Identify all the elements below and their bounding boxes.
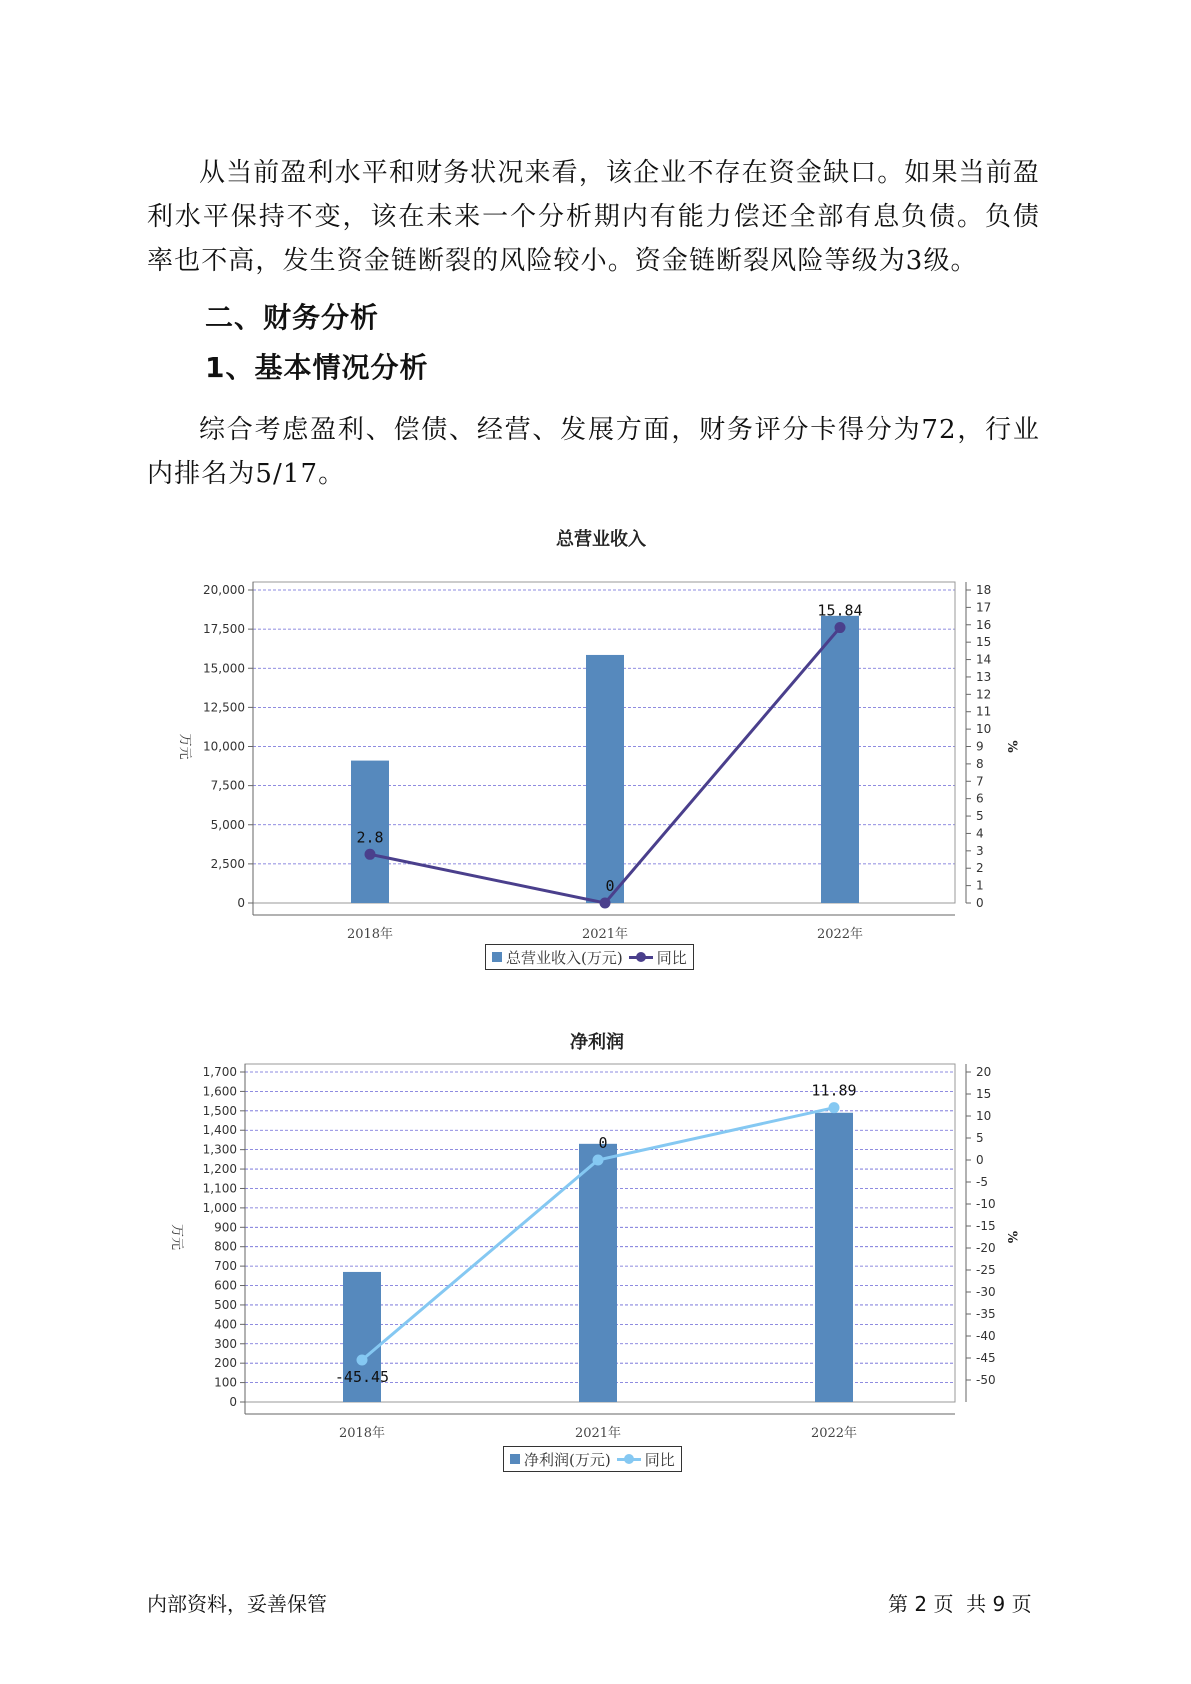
line-swatch-icon [629, 956, 653, 959]
data-label: -45.45 [334, 1367, 390, 1386]
data-label: 11.89 [811, 1081, 857, 1100]
data-label: 0 [605, 877, 615, 895]
y2-tick-label: 1 [976, 878, 984, 893]
yoy-point [600, 898, 611, 909]
y-tick-label: 800 [214, 1239, 237, 1254]
y-tick-label: 1,400 [202, 1123, 237, 1138]
y-tick-label: 700 [214, 1259, 237, 1274]
bar [815, 1113, 853, 1402]
y2-tick-label: -5 [976, 1175, 988, 1189]
y2-tick-label: -50 [976, 1373, 996, 1387]
y-tick-label: 1,200 [202, 1162, 237, 1177]
y-tick-label: 0 [237, 896, 245, 910]
y-tick-label: 1,300 [202, 1142, 237, 1157]
y2-tick-label: 0 [976, 896, 984, 910]
y2-tick-label: 16 [976, 617, 992, 632]
y2-tick-label: -35 [976, 1307, 996, 1321]
y2-tick-label: -10 [976, 1197, 996, 1211]
data-label: 15.84 [817, 601, 863, 620]
revenue-legend [485, 944, 694, 970]
y-tick-label: 1,500 [202, 1103, 237, 1118]
bar-swatch-icon [510, 1454, 520, 1464]
y-tick-label: 1,600 [202, 1084, 237, 1099]
data-label: 0 [598, 1134, 608, 1152]
x-tick-label: 2021年 [574, 1426, 622, 1441]
y2-tick-label: 0 [976, 1153, 984, 1167]
y2-tick-label: -40 [976, 1329, 996, 1343]
y-tick-label: 20,000 [203, 583, 245, 597]
net-profit-chart [0, 1025, 1191, 1485]
bar-swatch-icon [492, 952, 502, 962]
y2-tick-label: 20 [976, 1065, 992, 1079]
legend-bar-label: 净利润(万元) [524, 1450, 611, 1469]
data-label: 2.8 [356, 828, 384, 847]
chart-title: 净利润 [570, 1032, 624, 1053]
y2-tick-label: -25 [976, 1263, 996, 1277]
y2-tick-label: 17 [976, 600, 992, 615]
y-axis-title: 万元 [169, 1223, 184, 1251]
x-tick-label: 2018年 [338, 1426, 386, 1441]
legend-bar-label: 总营业收入(万元) [506, 948, 623, 967]
y-tick-label: 900 [214, 1220, 237, 1235]
yoy-point [365, 849, 376, 860]
yoy-point [835, 622, 846, 633]
subsection-heading: 1、基本情况分析 [205, 351, 429, 384]
y2-tick-label: 4 [976, 826, 984, 841]
y-tick-label: 1,700 [202, 1065, 237, 1079]
y-tick-label: 10,000 [203, 739, 245, 754]
revenue-chart [0, 525, 1191, 985]
x-tick-label: 2021年 [581, 927, 629, 942]
y-tick-label: 100 [214, 1375, 237, 1390]
legend-line-label: 同比 [656, 948, 687, 967]
y2-tick-label: 10 [976, 1109, 992, 1123]
footer-page-number: 第 2 页 共 9 页 [888, 1592, 1032, 1616]
net-profit-legend [503, 1446, 682, 1472]
y2-tick-label: -15 [976, 1219, 996, 1233]
y2-tick-label: 2 [976, 861, 984, 876]
section-heading: 二、财务分析 [205, 301, 380, 334]
yoy-point [357, 1354, 368, 1365]
footer-confidential: 内部资料，妥善保管 [147, 1592, 327, 1616]
y2-tick-label: 5 [976, 1131, 984, 1145]
y2-tick-label: 8 [976, 756, 984, 771]
chart-title: 总营业收入 [556, 529, 646, 550]
y-tick-label: 200 [214, 1356, 237, 1371]
yoy-point [829, 1102, 840, 1113]
y2-tick-label: -30 [976, 1285, 996, 1299]
y-tick-label: 17,500 [203, 622, 245, 637]
revenue-chart-plot [0, 525, 1191, 985]
y-tick-label: 1,100 [202, 1181, 237, 1196]
y-tick-label: 2,500 [210, 856, 245, 871]
y2-tick-label: 5 [976, 809, 984, 824]
y-tick-label: 12,500 [203, 700, 245, 715]
y2-tick-label: 12 [976, 687, 992, 702]
y2-tick-label: 18 [976, 583, 992, 597]
y2-axis-title: % [1004, 740, 1019, 753]
y2-tick-label: 13 [976, 669, 992, 684]
yoy-point [593, 1155, 604, 1166]
y-tick-label: 15,000 [203, 661, 245, 676]
y2-tick-label: 15 [976, 1087, 992, 1101]
y-axis-title: 万元 [177, 733, 192, 760]
y2-tick-label: 14 [976, 652, 992, 667]
y-tick-label: 0 [229, 1395, 237, 1409]
x-tick-label: 2022年 [816, 927, 864, 942]
legend-line-label: 同比 [644, 1450, 675, 1469]
y2-tick-label: 15 [976, 635, 992, 650]
y2-tick-label: 9 [976, 739, 984, 754]
y2-tick-label: -20 [976, 1241, 996, 1255]
y2-tick-label: 11 [976, 704, 992, 719]
y-tick-label: 7,500 [210, 778, 245, 793]
x-tick-label: 2018年 [346, 927, 394, 942]
bar [821, 616, 859, 903]
line-swatch-icon [617, 1458, 641, 1461]
y-tick-label: 500 [214, 1297, 237, 1312]
y2-tick-label: 6 [976, 791, 984, 806]
paragraph-scorecard: 综合考虑盈利、偿债、经营、发展方面，财务评分卡得分为72，行业内排名为5/17。 [147, 415, 1040, 489]
net-profit-chart-plot [0, 1025, 1191, 1485]
y-tick-label: 5,000 [210, 817, 245, 832]
y2-tick-label: 10 [976, 722, 992, 737]
y2-axis-title: % [1004, 1230, 1019, 1244]
y-tick-label: 400 [214, 1317, 237, 1332]
paragraph-funding: 从当前盈利水平和财务状况来看，该企业不存在资金缺口。如果当前盈利水平保持不变，该在未来一个分析期内有能力偿还全部有息负债。负债率也不高，发生资金链断裂的风险较小。资金链断裂风险等级为3级。 [147, 158, 1040, 276]
y2-tick-label: 7 [976, 774, 984, 789]
x-tick-label: 2022年 [810, 1426, 858, 1441]
bar [579, 1144, 617, 1402]
bar [586, 655, 624, 903]
y2-tick-label: -45 [976, 1351, 996, 1365]
y-tick-label: 1,000 [202, 1200, 237, 1215]
y2-tick-label: 3 [976, 843, 984, 858]
y-tick-label: 300 [214, 1336, 237, 1351]
y-tick-label: 600 [214, 1278, 237, 1293]
